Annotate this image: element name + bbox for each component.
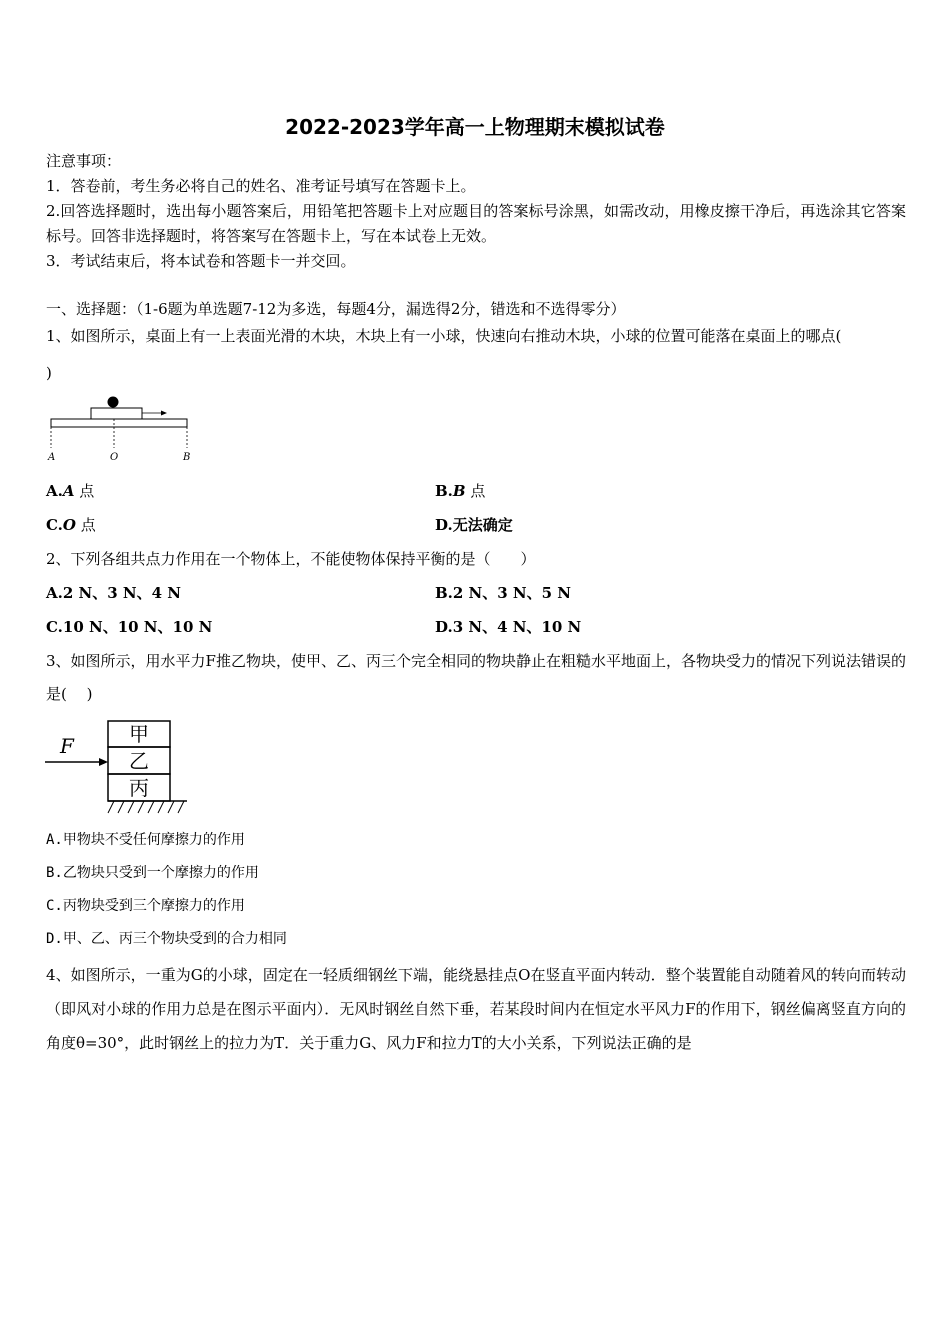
q1-option-c: C.O 点 bbox=[46, 516, 96, 534]
ball bbox=[108, 397, 119, 408]
q1-figure bbox=[46, 392, 196, 467]
q1-stem: 1、如图所示，桌面上有一上表面光滑的木块，木块上有一小球，快速向右推动木块，小球的位置可能落在桌面上的哪点( bbox=[46, 327, 842, 345]
label-b: B bbox=[183, 452, 191, 463]
label-middle: 乙 bbox=[129, 749, 149, 773]
q4-stem: 4、如图所示，一重为G的小球，固定在一轻质细钢丝下端，能绕悬挂点O在竖直平面内转动．整个装置能自动随着风的转向而转动（即风对小球的作用力总是在图示平面内）．无风时钢丝自然下垂，若某段时间内在恒定水平风力F的作用下，钢丝偏离竖直方向的角度θ=30°，此时钢丝上的拉力为T．关于重力G、风力F和拉力T的大小关系，下列说法正确的是 bbox=[46, 966, 906, 1052]
q3-option-a: A.甲物块不受任何摩擦力的作用 bbox=[46, 832, 245, 848]
q2-option-a: A.2 N、3 N、4 N bbox=[46, 584, 181, 602]
q2-option-c: C.10 N、10 N、10 N bbox=[46, 618, 213, 636]
force-label: F bbox=[60, 734, 74, 758]
q2-option-b: B.2 N、3 N、5 N bbox=[435, 584, 572, 602]
notice-item-2: 2.回答选择题时，选出每小题答案后，用铅笔把答题卡上对应题目的答案标号涂黑，如需改动，用橡皮擦干净后，再选涂其它答案标号。回答非选择题时，将答案写在答题卡上，写在本试卷上无效。 bbox=[46, 202, 906, 245]
page-title: 2022-2023学年高一上物理期末模拟试卷 bbox=[285, 115, 665, 139]
ground-hatch bbox=[108, 801, 184, 813]
q1-option-a: A.A 点 bbox=[46, 482, 95, 500]
q3-option-c: C.丙物块受到三个摩擦力的作用 bbox=[46, 898, 245, 914]
q3-stem: 3、如图所示，用水平力F推乙物块，使甲、乙、丙三个完全相同的物块静止在粗糙水平地面上，各物块受力的情况下列说法错误的是( ) bbox=[46, 652, 906, 703]
table-surface bbox=[51, 419, 187, 427]
notice-item-3: 3．考试结束后，将本试卷和答题卡一并交回。 bbox=[46, 252, 356, 270]
wooden-block bbox=[91, 408, 142, 419]
label-top: 甲 bbox=[129, 722, 149, 746]
label-o: O bbox=[110, 452, 119, 463]
q2-option-d: D.3 N、4 N、10 N bbox=[435, 618, 582, 636]
q2-stem: 2、下列各组共点力作用在一个物体上，不能使物体保持平衡的是（ ） bbox=[46, 550, 536, 568]
q1-option-d: D.无法确定 bbox=[435, 516, 513, 534]
q1-option-b: B.B 点 bbox=[435, 482, 486, 500]
notice-item-1: 1．答卷前，考生务必将自己的姓名、准考证号填写在答题卡上。 bbox=[46, 177, 476, 195]
q3-figure bbox=[44, 720, 194, 816]
q3-option-d: D.甲、乙、丙三个物块受到的合力相同 bbox=[46, 931, 287, 947]
q1-stem-end: ) bbox=[46, 364, 52, 382]
label-bottom: 丙 bbox=[129, 776, 149, 800]
label-a: A bbox=[48, 452, 56, 463]
section-heading: 一、选择题：（1-6题为单选题7-12为多选，每题4分，漏选得2分，错选和不选得零分） bbox=[46, 300, 626, 318]
notice-heading: 注意事项： bbox=[46, 152, 122, 170]
q3-option-b: B.乙物块只受到一个摩擦力的作用 bbox=[46, 865, 259, 881]
